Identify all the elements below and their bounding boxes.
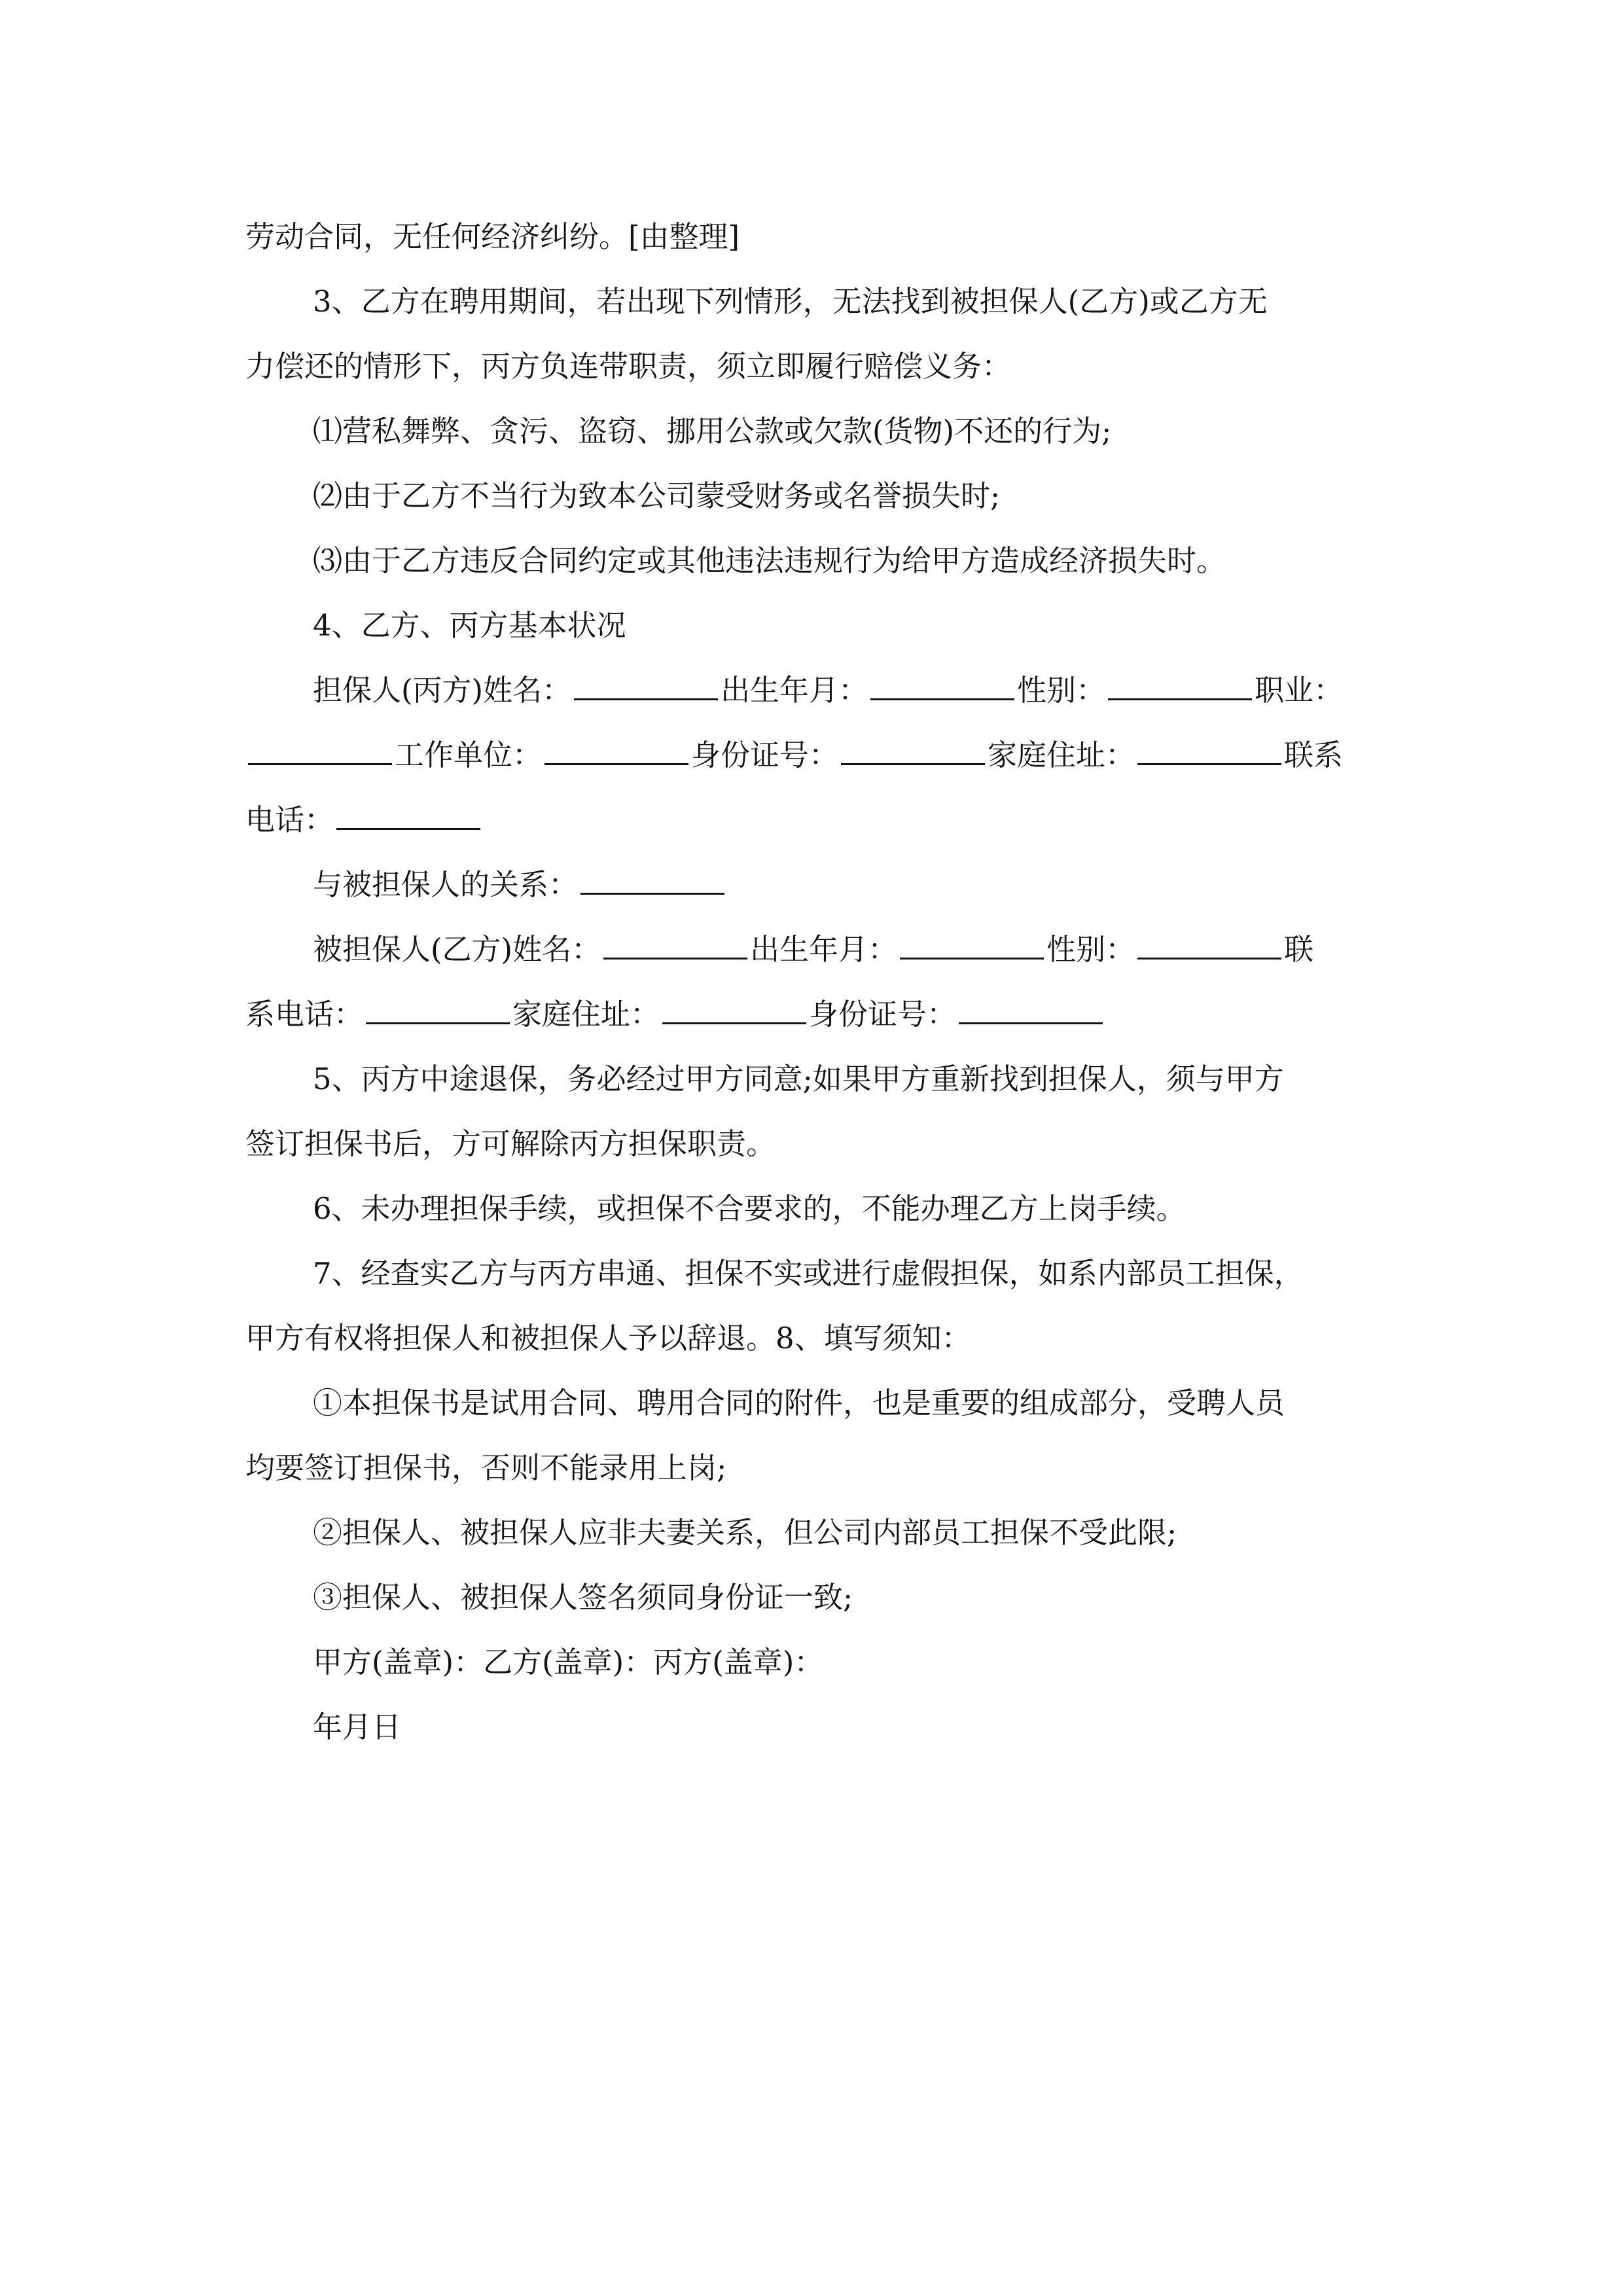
guarantor-id-blank xyxy=(841,734,985,765)
guarantor-birth-blank xyxy=(870,670,1014,700)
clause-7-line-2: 甲方有权将担保人和被担保人予以辞退。8、填写须知： xyxy=(245,1321,971,1355)
clause-5-line-2: 签订担保书后，方可解除丙方担保职责。 xyxy=(245,1126,776,1161)
guarantor-gender-label: 性别： xyxy=(1017,673,1106,708)
clause-6: 6、未办理担保手续，或担保不合要求的，不能办理乙方上岗手续。 xyxy=(313,1191,1186,1226)
guaranteed-gender-blank xyxy=(1137,929,1281,960)
guarantor-workplace-blank xyxy=(544,734,688,765)
guarantor-address-blank xyxy=(1137,734,1281,765)
guaranteed-name-blank xyxy=(603,929,747,960)
guarantor-phone-label-part-1: 联系 xyxy=(1284,738,1344,772)
clause-5-line-1: 5、丙方中途退保，务必经过甲方同意;如果甲方重新找到担保人，须与甲方 xyxy=(313,1062,1284,1096)
guarantor-name-label: 担保人(丙方)姓名： xyxy=(313,673,572,708)
sub-item-2: ⑵由于乙方不当行为致本公司蒙受财务或名誉损失时; xyxy=(313,478,1001,513)
date-line: 年月日 xyxy=(313,1710,402,1744)
clause-3-line-1: 3、乙方在聘用期间，若出现下列情形，无法找到被担保人(乙方)或乙方无 xyxy=(313,284,1268,319)
guaranteed-id-label: 身份证号： xyxy=(809,997,957,1031)
guaranteed-phone-label-part-1: 联 xyxy=(1284,932,1314,967)
guaranteed-gender-label: 性别： xyxy=(1046,932,1135,967)
guarantor-job-label: 职业： xyxy=(1255,673,1344,708)
clause-4-heading: 4、乙方、丙方基本状况 xyxy=(313,608,626,643)
guarantor-info-line-3 xyxy=(245,787,1381,852)
guarantor-workplace-label: 工作单位： xyxy=(395,738,543,772)
guarantor-info-line-2 xyxy=(245,723,1381,787)
guaranteed-address-blank xyxy=(662,994,806,1024)
note-2: ②担保人、被担保人应非夫妻关系，但公司内部员工担保不受此限; xyxy=(313,1515,1177,1550)
guarantor-birth-label: 出生年月： xyxy=(721,673,868,708)
sub-item-1: ⑴营私舞弊、贪污、盗窃、挪用公款或欠款(货物)不还的行为; xyxy=(313,414,1112,448)
guarantor-id-label: 身份证号： xyxy=(691,738,839,772)
paragraph-line: 劳动合同，无任何经济纠纷。[由整理] xyxy=(245,219,740,254)
seal-line: 甲方(盖章)：乙方(盖章)：丙方(盖章)： xyxy=(313,1645,824,1679)
relation-line xyxy=(245,852,1381,917)
guarantor-job-blank xyxy=(248,734,392,765)
relation-label: 与被担保人的关系： xyxy=(313,867,579,902)
guaranteed-phone-blank xyxy=(366,994,510,1024)
sub-item-3: ⑶由于乙方违反合同约定或其他违法违规行为给甲方造成经济损失时。 xyxy=(313,543,1226,578)
relation-blank xyxy=(580,864,724,895)
guarantor-name-blank xyxy=(574,670,718,700)
note-3: ③担保人、被担保人签名须同身份证一致; xyxy=(313,1580,853,1615)
guarantor-info-line-1 xyxy=(245,658,1381,723)
guaranteed-id-blank xyxy=(959,994,1103,1024)
guaranteed-birth-label: 出生年月： xyxy=(750,932,898,967)
clause-7-line-1: 7、经查实乙方与丙方串通、担保不实或进行虚假担保，如系内部员工担保， xyxy=(313,1256,1304,1291)
clause-3-line-2: 力偿还的情形下，丙方负连带职责，须立即履行赔偿义务： xyxy=(245,349,1012,384)
guaranteed-info-line-1 xyxy=(245,917,1381,982)
note-1-line-2: 均要签订担保书，否则不能录用上岗; xyxy=(245,1450,727,1485)
guaranteed-name-label: 被担保人(乙方)姓名： xyxy=(313,932,601,967)
guarantor-phone-blank xyxy=(336,799,480,830)
document-body xyxy=(245,204,1381,1759)
guaranteed-info-line-2 xyxy=(245,982,1381,1047)
note-1-line-1: ①本担保书是试用合同、聘用合同的附件，也是重要的组成部分，受聘人员 xyxy=(313,1386,1285,1420)
guarantor-gender-blank xyxy=(1108,670,1252,700)
guarantor-address-label: 家庭住址： xyxy=(988,738,1135,772)
guaranteed-phone-label-part-2: 系电话： xyxy=(245,997,364,1031)
guaranteed-address-label: 家庭住址： xyxy=(512,997,660,1031)
guarantor-phone-label-part-2: 电话： xyxy=(245,802,334,837)
guaranteed-birth-blank xyxy=(900,929,1044,960)
